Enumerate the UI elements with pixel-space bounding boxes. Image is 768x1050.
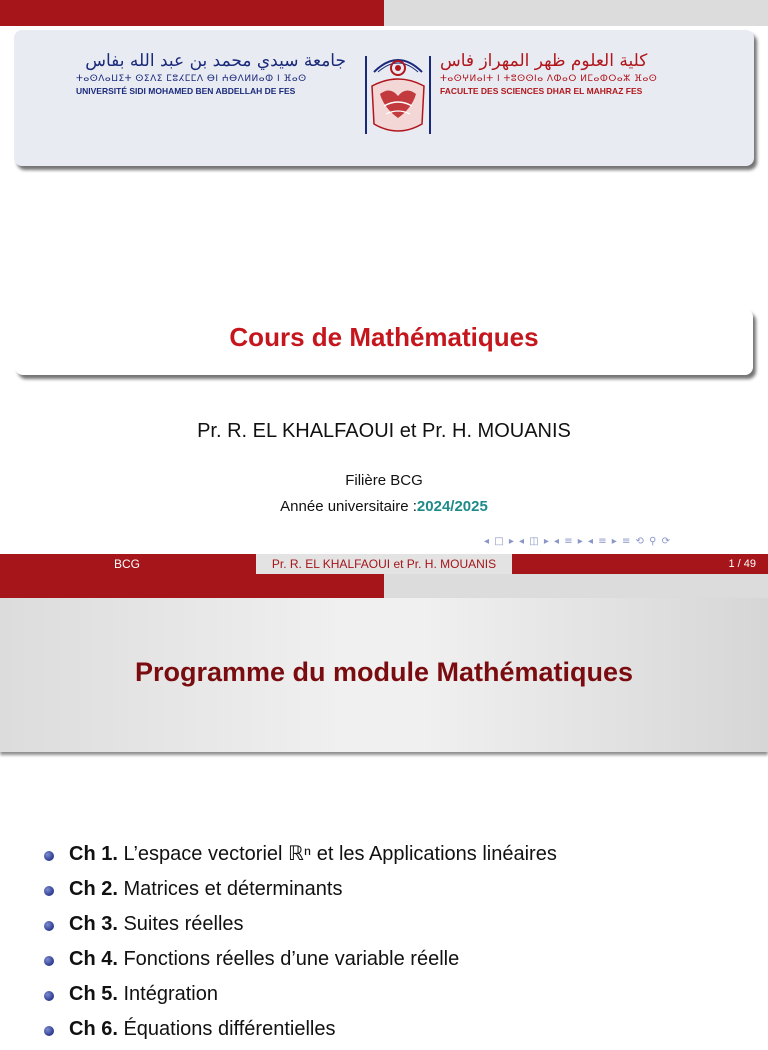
faculty-name-french: FACULTE DES SCIENCES DHAR EL MAHRAZ FES [440, 86, 643, 96]
footer-authors: Pr. R. EL KHALFAOUI et Pr. H. MOUANIS [256, 554, 512, 574]
university-name-french: UNIVERSITÉ SIDI MOHAMED BEN ABDELLAH DE FES [76, 86, 296, 96]
slide-footer [0, 554, 768, 574]
chapter-number: Ch 3. [69, 913, 118, 935]
chapter-number: Ch 4. [69, 948, 118, 970]
bullet-icon [44, 991, 54, 1001]
university-name-tifinagh: ⵜⴰⵙⴷⴰⵡⵉⵜ ⵙⵉⴷⵉ ⵎⵓⵃⵎⵎⴷ ⴱⵏ ⵄⴱⴷⵍⵍⴰⵀ ⵏ ⴼⴰⵙ [76, 74, 307, 84]
bullet-icon [44, 886, 54, 896]
academic-year-label: Année universitaire : [280, 498, 417, 515]
faculty-logo-text [440, 50, 700, 97]
chapter-number: Ch 6. [69, 1018, 118, 1040]
authors: Pr. R. EL KHALFAOUI et Pr. H. MOUANIS [197, 420, 571, 442]
slide2-top-bar-red [0, 574, 384, 598]
chapter-title: L’espace vectoriel ℝⁿ et les Applications linéaires [123, 843, 557, 865]
university-emblem-icon [360, 46, 436, 138]
top-bar-grey [384, 0, 768, 26]
filiere: Filière BCG [345, 472, 423, 489]
academic-year-value: 2024/2025 [416, 498, 488, 515]
page-number: 1 / 49 [728, 558, 756, 570]
footer-left [0, 554, 256, 574]
slide2-top-bar-grey [384, 574, 768, 598]
chapter-number: Ch 1. [69, 843, 118, 865]
course-title: Cours de Mathématiques [229, 322, 539, 352]
university-logo-text [76, 50, 356, 97]
faculty-name-tifinagh: ⵜⴰⵙⵖⵍⴰⵏⵜ ⵏ ⵜⵓⵙⵙⵏⴰ ⴷⵀⴰⵔ ⵍⵎⴰⵀⵔⴰⵣ ⴼⴰⵙ [440, 74, 658, 84]
bullet-icon [44, 1026, 54, 1036]
footer-short-title: BCG [114, 557, 141, 571]
chapter-title: Intégration [123, 983, 218, 1005]
chapter-title: Suites réelles [123, 913, 244, 935]
chapter-number: Ch 5. [69, 983, 118, 1005]
list-item [44, 980, 744, 1015]
bullet-icon [44, 956, 54, 966]
bullet-icon [44, 851, 54, 861]
list-item [44, 945, 744, 980]
chapter-number: Ch 2. [69, 878, 118, 900]
list-item [44, 1015, 744, 1050]
slide2-top-bar [0, 574, 768, 598]
university-name-arabic: جامعة سيدي محمد بن عبد الله بفاس [85, 51, 346, 71]
chapter-list [44, 840, 744, 1050]
bullet-icon [44, 921, 54, 931]
faculty-name-arabic: كلية العلوم ظهر المهراز فاس [440, 51, 648, 71]
top-bar-red [0, 0, 384, 26]
chapter-title: Équations différentielles [123, 1018, 336, 1040]
list-item [44, 910, 744, 945]
footer-right [512, 554, 768, 574]
academic-year [0, 498, 768, 515]
chapter-title: Matrices et déterminants [123, 878, 343, 900]
list-item [44, 875, 744, 910]
beamer-navigation-icons[interactable]: ◂ □ ▸ ◂ ◫ ▸ ◂ ≡ ▸ ◂ ≡ ▸ ≡ ⟲ ⚲ ⟳ [484, 536, 671, 547]
frame-title: Programme du module Mathématiques [134, 657, 634, 687]
chapter-title: Fonctions réelles d’une variable réelle [123, 948, 460, 970]
top-bar [0, 0, 768, 26]
list-item [44, 840, 744, 875]
